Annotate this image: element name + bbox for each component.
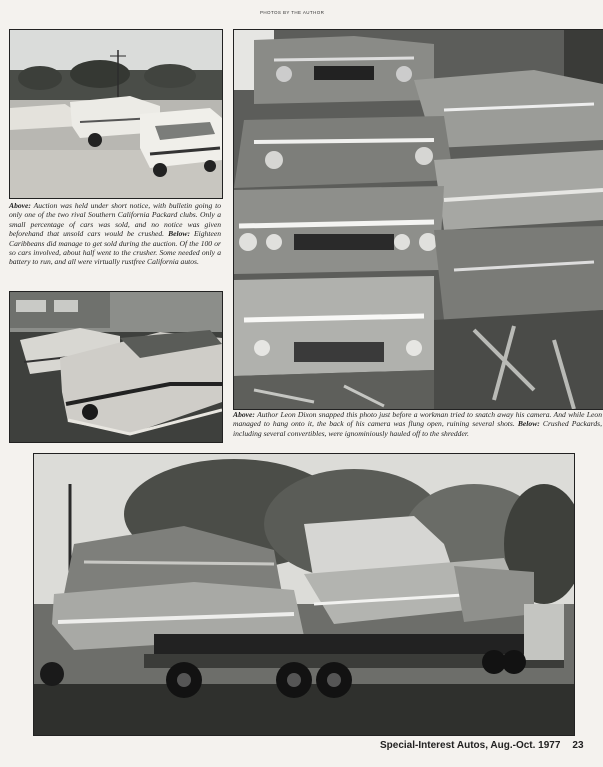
caption-right-lead-below: Below: <box>517 419 540 429</box>
caption-right-text-below: Crushed Packards, including several convertibles, were ignominiously hauled off to the shredder. <box>233 419 602 438</box>
photo-caribbeans <box>9 291 223 443</box>
caption-left-lead-above: Above: <box>9 201 31 210</box>
caption-right-lead-above: Above: <box>233 410 255 419</box>
photo-auction-lot <box>9 29 223 199</box>
caption-right <box>233 410 602 438</box>
page-number: 23 <box>572 740 584 751</box>
caption-left-text-above: Auction was held under short notice, with bulletin going to only one of the two rival Southern California Packard clubs. Only a small percentage of cars was sold, and no notice was given beforehand that unsold cars would be crushed. <box>9 201 221 239</box>
page-footer <box>380 740 584 751</box>
photo-credit: PHOTOS BY THE AUTHOR <box>260 10 325 15</box>
caption-left-text-below: Eighteen Caribbeans did manage to get sold during the auction. Of the 100 or so cars involved, about half went to the crusher. Some needed only a battery to run, and all were virtually rustfree California autos. <box>9 229 221 267</box>
caption-right-text-above: Author Leon Dixon snapped this photo just before a workman tried to snatch away his camera. And while Leon managed to hang onto it, the back of his camera was flung open, ruining several shots. <box>233 410 602 429</box>
publication-name: Special-Interest Autos, Aug.-Oct. 1977 <box>380 740 561 751</box>
photo-crushed-stack <box>233 29 603 410</box>
caption-left-lead-below: Below: <box>168 229 191 239</box>
caption-left <box>9 201 221 267</box>
photo-truck-hauling <box>33 453 575 736</box>
